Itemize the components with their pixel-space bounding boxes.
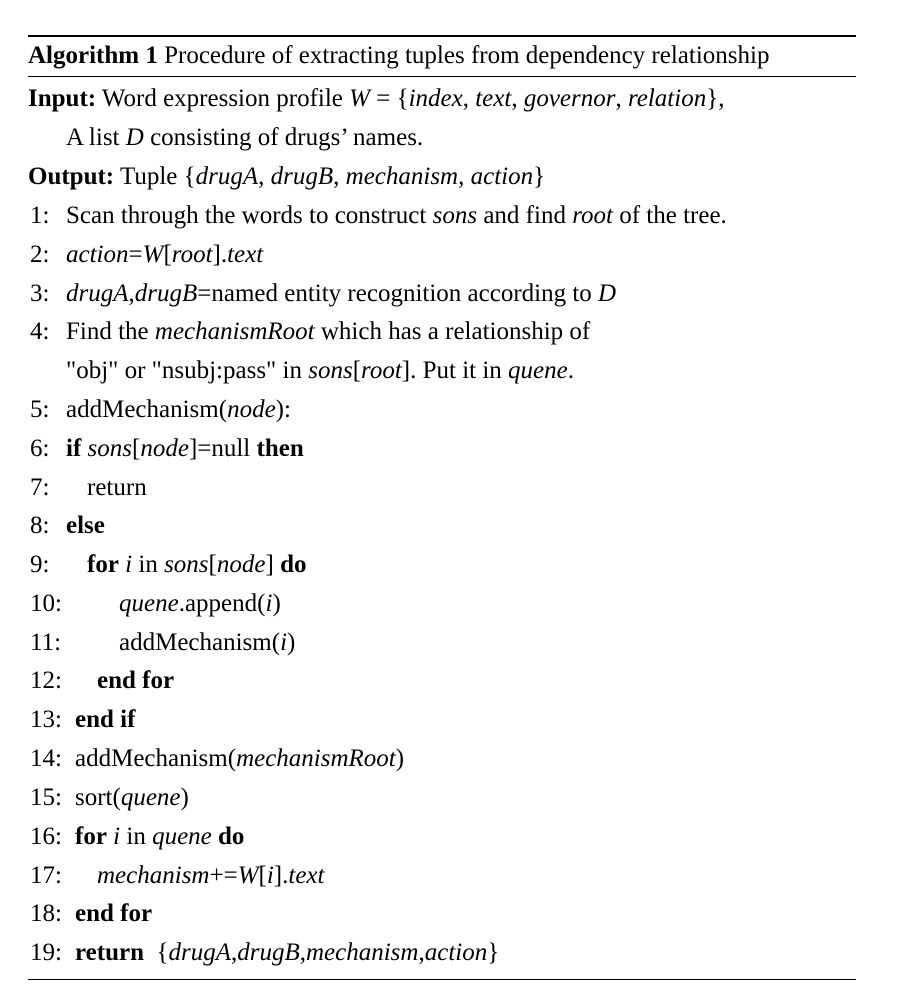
var-quene: quene [508,357,568,384]
keyword-if: if [66,435,82,462]
line-text: return [87,474,147,501]
var-root: root [572,202,613,229]
line-text: ) [180,784,189,811]
line-text: ]=null [188,435,251,462]
line-number: 13: [30,706,62,733]
line-number: 19: [30,939,62,966]
var-sons: sons [164,551,209,578]
var-druga: drugA [168,939,231,966]
output-label: Output: [28,163,115,190]
line-text: [ [258,862,267,889]
line-number: 2: [30,241,50,268]
var-w: W [142,241,164,268]
output-prefix: Tuple [119,163,178,190]
var-mechanism-root: mechanismRoot [236,745,396,772]
line-text: =named entity recognition according to [197,280,592,307]
line-text: += [209,862,238,889]
line-text: addMechanism( [66,396,228,423]
keyword-return: return [75,939,144,966]
input-prefix: Word expression profile [101,85,343,112]
var-quene: quene [119,590,179,617]
line-text: ]. [273,862,289,889]
var-i: i [265,590,273,617]
var-text: text [288,862,325,889]
line-number: 8: [30,512,50,539]
var-w: W [237,862,259,889]
input-l2-a: A list [66,124,120,151]
line-text: ): [275,396,291,423]
line-number: 12: [30,667,62,694]
input-line: Input: Word expression profile W = {index, text, governor, relation}, [28,85,725,112]
input-line-2 [66,123,423,153]
output-field-drugb: drugB [270,163,334,190]
line-text: ] [265,551,274,578]
var-i: i [280,629,288,656]
line-text: in [126,823,146,850]
input-label: Input: [28,85,97,112]
keyword-end-if: end if [75,706,136,733]
var-action: action [424,939,488,966]
output-lbrace: { [183,163,196,190]
line-text: , [418,939,425,966]
line-number: 14: [30,745,62,772]
line-text: , [128,280,135,307]
input-field-relation: relation [627,85,707,112]
var-quene: quene [120,784,181,811]
input-rbrace: }, [706,85,725,112]
line-text: of the tree. [619,202,727,229]
var-drugb: drugB [134,280,198,307]
keyword-do: do [218,823,245,850]
input-var: W [349,85,370,112]
var-root: root [361,357,402,384]
algorithm-caption [28,41,769,71]
line-text: [ [163,241,172,268]
var-action: action [66,241,129,268]
line-text: [ [132,435,141,462]
line-text: ) [395,745,405,772]
var-root: root [171,241,213,268]
var-i: i [266,862,274,889]
var-sons: sons [87,435,132,462]
line-text: ]. [212,241,228,268]
line-text: } [487,939,500,966]
line-number: 5: [30,396,50,423]
input-field-index: index [408,85,463,112]
var-i: i [125,551,133,578]
input-lbrace: { [396,85,409,112]
line-text: Scan through the words to construct [66,202,427,229]
var-node: node [140,435,189,462]
line-text: , [299,939,306,966]
line-text: addMechanism( [119,629,281,656]
keyword-do: do [280,551,307,578]
keyword-for: for [75,823,107,850]
input-eq: = [376,85,391,112]
keyword-end-for: end for [97,667,175,694]
keyword-for: for [87,551,119,578]
line-number: 16: [30,823,62,850]
caption-rule [28,76,856,77]
line-text: [ [352,357,362,384]
line-text: which has a relationship of [320,318,591,345]
input-field-text: text [475,85,512,112]
line-number: 17: [30,862,62,889]
var-sons: sons [432,202,478,229]
line-text: = [128,241,143,268]
line-number: 11: [30,629,62,656]
keyword-else: else [66,512,105,539]
output-field-action: action [470,163,534,190]
bottom-rule [28,979,856,980]
line-number: 9: [30,551,50,578]
line-number: 15: [30,784,62,811]
line-text: ) [272,590,281,617]
line-number: 10: [30,590,62,617]
line-number: 18: [30,900,62,927]
line-text: .append( [178,590,266,617]
algorithm-label: Algorithm 1 [28,42,158,69]
var-mechanism: mechanism [97,862,210,889]
var-quene: quene [152,823,212,850]
line-number: 6: [30,435,50,462]
line-text: [ [208,551,217,578]
output-line: Output: Tuple {drugA, drugB, mechanism, action} [28,163,546,190]
var-mechanism-root: mechanismRoot [154,318,315,345]
line-text: in [138,551,158,578]
var-d: D [598,280,617,307]
var-node: node [216,551,266,578]
algorithm-title: Procedure of extracting tuples from dependency relationship [164,42,770,69]
line-text: ) [287,629,296,656]
line-number: 4: [30,318,50,345]
var-node: node [227,396,276,423]
output-field-druga: drugA [195,163,259,190]
line-text: "obj" or "nsubj:pass" in [66,357,302,384]
line-number: 1: [30,202,50,229]
var-drugb: drugB [237,939,300,966]
keyword-end-for: end for [75,900,153,927]
top-rule [28,35,856,37]
line-text: addMechanism( [75,745,237,772]
line-text: { [156,939,169,966]
keyword-then: then [256,435,304,462]
var-mechanism: mechanism [305,939,419,966]
input-l2-var: D [125,124,144,151]
line-text: and find [483,202,566,229]
var-sons: sons [308,357,353,384]
input-l2-b: consisting of drugs’ names. [150,124,424,151]
line-text: ]. Put it in [401,357,502,384]
var-i: i [113,823,121,850]
output-field-mechanism: mechanism [345,163,459,190]
line-text: Find the [66,318,149,345]
output-rbrace: } [533,163,546,190]
line-number: 7: [30,474,50,501]
line-text: sort( [75,784,121,811]
var-druga: drugA [66,280,129,307]
line-number: 3: [30,280,50,307]
line-text: . [567,357,574,384]
var-text: text [227,241,264,268]
line-text: , [230,939,238,966]
input-field-governor: governor [523,85,616,112]
